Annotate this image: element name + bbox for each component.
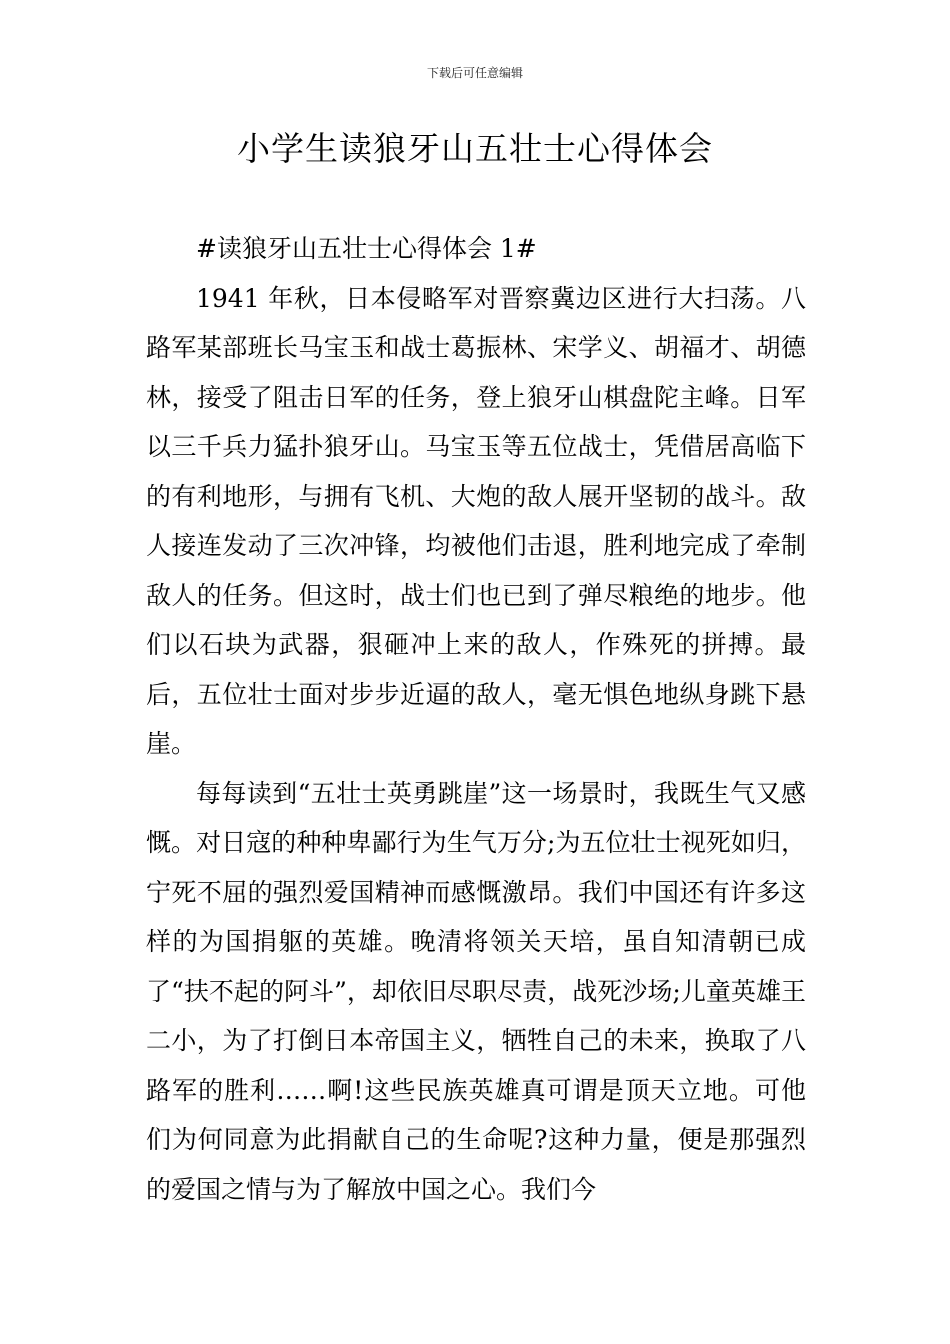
paragraph: 1941 年秋，日本侵略军对晋察冀边区进行大扫荡。八路军某部班长马宝玉和战士葛振林、宋学义、胡福才、胡德林，接受了阻击日军的任务，登上狼牙山棋盘陀主峰。日军以三千兵力猛扑狼牙山。马宝玉等五位战士，凭借居高临下的有利地形，与拥有飞机、大炮的敌人展开坚韧的战斗。敌人接连发动了三次冲锋，均被他们击退，胜利地完成了牵制敌人的任务。但这时，战士们也已到了弹尽粮绝的地步。他们以石块为武器，狠砸冲上来的敌人，作殊死的拼搏。最后，五位壮士面对步步近逼的敌人，毫无惧色地纵身跳下悬崖。 [146, 283, 806, 758]
document-body [146, 224, 806, 1214]
document-title: 小学生读狼牙山五壮士心得体会 [237, 129, 713, 168]
section-heading: #读狼牙山五壮士心得体会 1# [196, 234, 537, 263]
paragraph: 每每读到“五壮士英勇跳崖”这一场景时，我既生气又感慨。对日寇的种种卑鄙行为生气万分;为五位壮士视死如归，宁死不屈的强烈爱国精神而感慨激昂。我们中国还有许多这样的为国捐躯的英雄。晚清将领关天培，虽自知清朝已成了“扶不起的阿斗”，却依旧尽职尽责，战死沙场;儿童英雄王二小，为了打倒日本帝国主义，牺牲自己的未来，换取了八路军的胜利……啊!这些民族英雄真可谓是顶天立地。可他们为何同意为此捐献自己的生命呢?这种力量，便是那强烈的爱国之情与为了解放中国之心。我们今 [146, 778, 806, 1204]
header-note: 下载后可任意编辑 [426, 66, 523, 80]
